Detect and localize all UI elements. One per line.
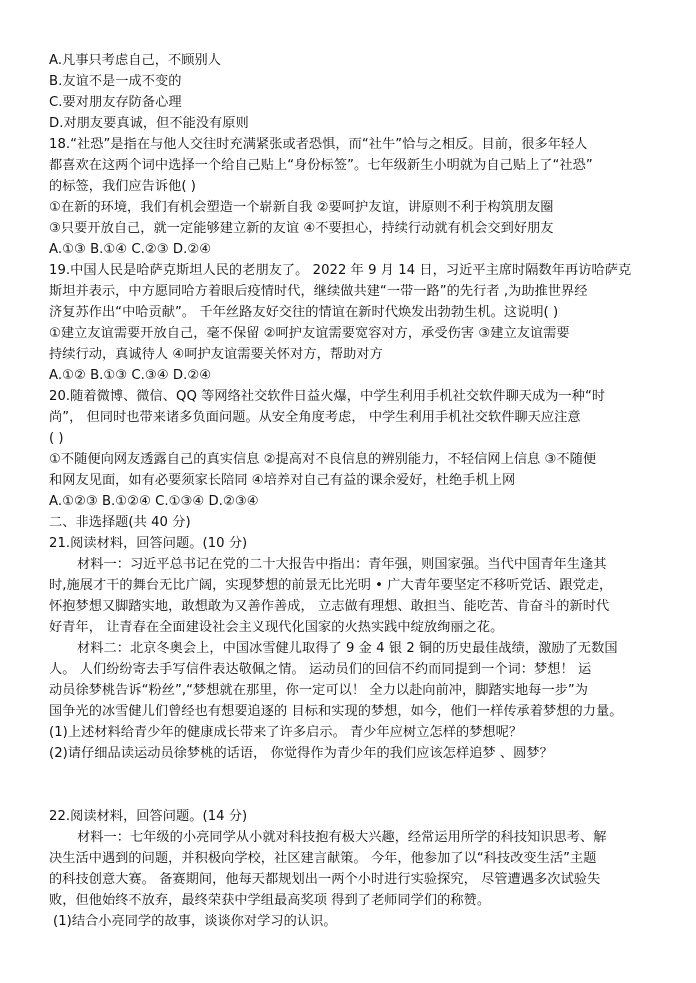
question-19-stem: 斯坦并表示，中方愿同哈方着眼后疫情时代，继续做共建“一带一路”的先行者 ,为助推世界经	[49, 284, 588, 299]
question-21-heading: 21.阅读材料，回答问题。(10 分)	[49, 536, 248, 551]
material-paragraph: 人。 人们纷纷寄去手写信件表达敬佩之情。 运动员们的回信不约而同提到一个词：梦想！ 运	[49, 662, 592, 677]
material-paragraph: 材料二：北京冬奥会上，中国冰雪健儿取得了 9 金 4 银 2 铜的历史最佳战绩，激励了无数国	[77, 641, 618, 656]
question-20-stem: ( )	[49, 431, 64, 446]
sub-question: (1)上述材料给青少年的健康成长带来了许多启示。 青少年应树立怎样的梦想呢？	[49, 725, 523, 740]
question-18-statements: ①在新的环境，我们有机会塑造一个崭新自我 ②要呵护友谊，讲原则不利于构筑朋友圈	[49, 200, 554, 215]
question-20-statements: 和网友见面，如有必要须家长陪同 ④培养对自己有益的课余爱好，杜绝手机上网	[49, 473, 516, 488]
question-20-statements: ①不随便向网友透露自己的真实信息 ②提高对不良信息的辨别能力，不轻信网上信息 ③不随便	[49, 452, 597, 467]
question-22-heading: 22.阅读材料，回答问题。(14 分)	[49, 809, 248, 824]
sub-question: (2)请仔细品读运动员徐梦桃的话语， 你觉得作为青少年的我们应该怎样追梦 、圆梦？	[49, 746, 553, 761]
question-19-stem: 19.中国人民是哈萨克斯坦人民的老朋友了。 2022 年 9 月 14 日，习近平主席时隔数年再访哈萨克	[49, 263, 632, 278]
question-20-stem: 尚”， 但同时也带来诸多负面问题。从安全角度考虑， 中学生利用手机社交软件聊天应注意	[49, 410, 581, 425]
question-19-statements: ①建立友谊需要开放自己，毫不保留 ②呵护友谊需要宽容对方，承受伤害 ③建立友谊需要	[49, 326, 570, 341]
question-19-options: A.①② B.①③ C.③④ D.②④	[49, 368, 212, 383]
material-paragraph: 时,施展才干的舞台无比广阔，实现梦想的前景无比光明 • 广大青年要坚定不移听党话、跟党走，	[49, 578, 613, 593]
question-18-stem: 都喜欢在这两个词中选择一个给自己贴上“身份标签”。七年级新生小明就为自己贴上了“社恐”	[49, 158, 593, 173]
material-paragraph: 动员徐梦桃告诉“粉丝”,“梦想就在那里，你一定可以！ 全力以赴向前冲，脚踏实地每一步”为	[49, 683, 589, 698]
option-b-line: B.友谊不是一成不变的	[49, 74, 182, 89]
sub-question: (1)结合小亮同学的故事，谈谈你对学习的认识。	[53, 914, 337, 929]
material-paragraph: 好青年， 让青春在全面建设社会主义现代化国家的火热实践中绽放绚丽之花。	[49, 620, 504, 635]
material-paragraph: 国争光的冰雪健儿们曾经也有想要追逐的 目标和实现的梦想，如今，他们一样传承着梦想的力量。	[49, 704, 623, 719]
material-paragraph: 决生活中遇到的问题，并积极向学校，社区建言献策。 今年，他参加了以“科技改变生活”主题	[49, 851, 597, 866]
question-19-stem: 济复苏作出“中哈贡献”。 千年丝路友好交往的情谊在新时代焕发出勃勃生机。这说明( )	[49, 305, 559, 320]
material-paragraph: 的科技创意大赛。 备赛期间，他每天都规划出一两个小时进行实验探究， 尽管遭遇多次试验失	[49, 872, 601, 887]
option-d-line: D.对朋友要真诚，但不能没有原则	[49, 116, 249, 131]
material-paragraph: 材料一：七年级的小亮同学从小就对科技抱有极大兴趣，经常运用所学的科技知识思考、解	[77, 830, 607, 845]
question-18-options: A.①③ B.①④ C.②③ D.②④	[49, 242, 212, 257]
question-19-statements: 持续行动，真诚待人 ④呵护友谊需要关怀对方，帮助对方	[49, 347, 383, 362]
question-20-options: A.①②③ B.①②④ C.①③④ D.②③④	[49, 494, 259, 509]
question-18-stem: 的标签，我们应告诉他( )	[49, 179, 197, 194]
material-paragraph: 怀抱梦想又脚踏实地，敢想敢为又善作善成， 立志做有理想、敢担当、能吃苦、肯奋斗的新时代	[49, 599, 610, 614]
material-paragraph: 败，但他始终不放弃，最终荣获中学组最高奖项 得到了老师同学们的称赞。	[49, 893, 491, 908]
question-18-statements: ③只要开放自己，就一定能够建立新的友谊 ④不要担心，持续行动就有机会交到好朋友	[49, 221, 554, 236]
question-20-stem: 20.随着微博、微信、QQ 等网络社交软件日益火爆，中学生利用手机社交软件聊天成为一种“时	[49, 389, 606, 404]
option-a-line: A.凡事只考虑自己，不顾别人	[49, 53, 221, 68]
option-c-line: C.要对朋友存防备心理	[49, 95, 182, 110]
question-18-stem: 18.“社恐”是指在与他人交往时充满紧张或者恐惧，而“社牛”恰与之相反。目前，很多年轻人	[49, 137, 588, 152]
section-heading: 二、非选择题(共 40 分)	[49, 515, 191, 530]
material-paragraph: 材料一：习近平总书记在党的二十大报告中指出：青年强，则国家强。当代中国青年生逢其	[77, 557, 607, 572]
